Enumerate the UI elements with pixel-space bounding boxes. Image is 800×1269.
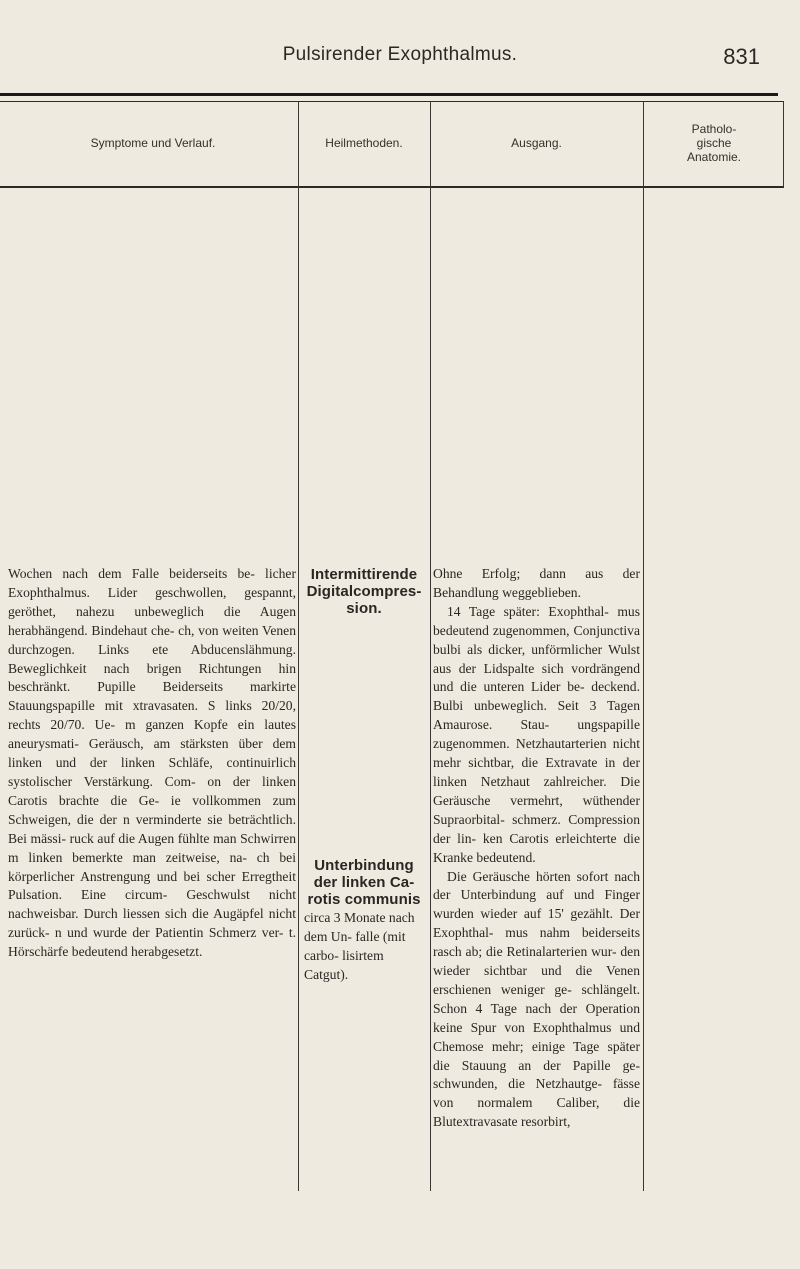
column-divider-right bbox=[783, 101, 784, 187]
table-top-rule bbox=[0, 101, 784, 102]
top-rule bbox=[0, 93, 778, 96]
outcome-text-3: Die Geräusche hörten sofort nach der Unterbindung auf und Finger wurden wieder auf 15' gezählt. Der Exophthal- mus nahm beiderseits rasch ab; die Retinalarterien wur- den wieder sichtbar und die Venen erschienen weniger ge- schlängelt. Schon 4 Tage nach der Operation keine Spur von Exophthalmus und Chemose mehr; einige Tage später die Stauung an der Papille ge- schwunden, die Netzhautge- fässe von normalem Caliber, die Blutextravasate resorbirt, bbox=[433, 868, 640, 1130]
column-header-symptoms: Symptome und Verlauf. bbox=[90, 136, 216, 151]
column-header-outcome: Ausgang. bbox=[511, 136, 562, 151]
header-bottom-rule bbox=[0, 186, 784, 188]
column-header-pathology: Patholo- gische Anatomie. bbox=[686, 122, 742, 164]
symptoms-cell bbox=[8, 565, 296, 962]
outcome-cell bbox=[433, 565, 640, 1132]
outcome-text-2: 14 Tage später: Exophthal- mus bedeutend zugenommen, Conjunctiva bulbi als dicker, unförmlicher Wulst aus der Lidspalte sich vordrängend und die unteren Lider be- deckend. Bulbi unbeweglich. Seit 3 Tagen Amaurose. Stau- ungspapille zugenommen. Netzhautarterien nicht mehr sichtbar, die Extravate in der linken Netzhaut zahlreicher. Die Geräusche vermehrt, wüthender Supraorbital- schmerz. Compression der lin- ken Carotis erleichterte die Kranke bedeutend. bbox=[433, 603, 640, 865]
column-divider-2 bbox=[430, 101, 431, 1191]
page-number: 831 bbox=[723, 44, 760, 69]
method-digital-compression: Intermittirende Digitalcompres- sion. bbox=[306, 566, 422, 617]
method-ligation-note: circa 3 Monate nach dem Un- falle (mit carbo- lisirtem Catgut). bbox=[304, 910, 415, 982]
method-carotid-ligation: Unterbindung der linken Ca- rotis communis bbox=[307, 857, 421, 908]
column-divider-1 bbox=[298, 101, 299, 1191]
running-title: Pulsirender Exophthalmus. bbox=[282, 44, 518, 65]
column-header-methods: Heilmethoden. bbox=[325, 136, 403, 151]
symptoms-text: Wochen nach dem Falle beiderseits be- licher Exophthalmus. Lider geschwollen, gespannt, geröthet, nahezu unbeweglich die Augen herabhängend. Bindehaut che- ch, von weiten Venen durchzogen. Links ete Abducenslähmung. Beweglichkeit nach brigen Richtungen hin beschränkt. Pupille Beiderseits markirte Stauungspapille mit xtravasaten. S links 20/20, rechts 20/70. Ue- m ganzen Kopfe ein lautes aneurysmati- Geräusch, am stärksten über dem linken und der linken Schläfe, continuirlich systolischer Verstärkung. Com- on der linken Carotis brachte die Ge- ie vollkommen zum Schweigen, die der n verminderte sie beträchtlich. Bei mässi- ruck auf die Augen fühlte man Schwirren m linken bemerkte man zeitweise, na- ch bei körperlicher Anstrengung und bei scher Erregtheit Pulsation. Eine circum- Geschwulst nicht nachweisbar. Durch liessen sich die Augäpfel nicht zurück- n und wurde der Patientin Schmerz ver- t. Hörschärfe bedeutend herabgesetzt. bbox=[8, 566, 296, 960]
column-divider-3 bbox=[643, 101, 644, 1191]
outcome-text-1: Ohne Erfolg; dann aus der Behandlung weggeblieben. bbox=[433, 566, 640, 600]
